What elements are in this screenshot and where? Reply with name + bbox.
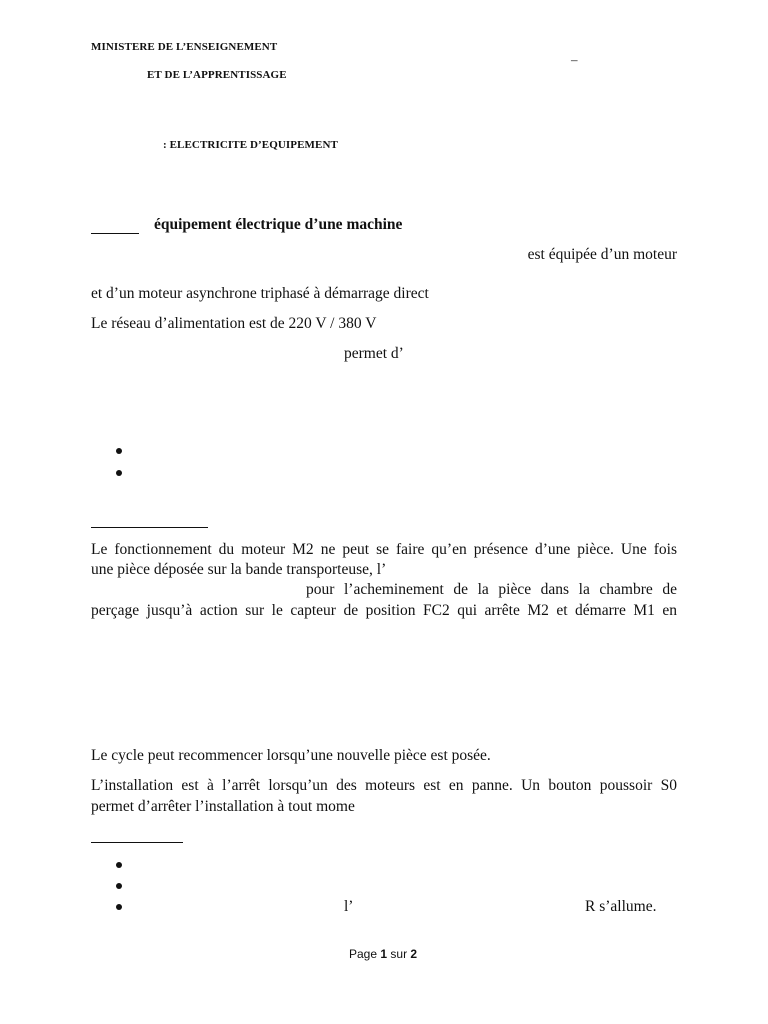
list-bullet: [116, 862, 122, 868]
ministry-line-1: MINISTERE DE L’ENSEIGNEMENT: [91, 41, 278, 53]
section-title: équipement électrique d’une machine: [154, 216, 403, 233]
list-bullet: [116, 470, 122, 476]
paragraph-line: Le réseau d’alimentation est de 220 V / 380 V: [91, 315, 377, 332]
list-bullet: [116, 448, 122, 454]
list-item-text: l’: [344, 898, 354, 915]
paragraph-line: permet d’arrêter l’installation à tout mome: [91, 798, 355, 815]
blank-underline: [91, 233, 139, 234]
subject-title: : ELECTRICITE D’EQUIPEMENT: [163, 139, 338, 151]
sur-word: sur: [390, 947, 408, 961]
page-word: Page: [349, 947, 378, 961]
paragraph-line: Le cycle peut recommencer lorsqu’une nouvelle pièce est posée.: [91, 747, 491, 764]
section-heading-underline: [91, 842, 183, 843]
list-item-text: R s’allume.: [585, 898, 657, 915]
list-bullet: [116, 904, 122, 910]
paragraph-line: perçage jusqu’à action sur le capteur de position FC2 qui arrête M2 et démarre M1 en: [91, 602, 677, 619]
paragraph-line: est équipée d’un moteur: [527, 246, 677, 263]
paragraph-line: permet d’: [344, 345, 404, 362]
page-total: 2: [410, 947, 418, 961]
ministry-line-2: ET DE L’APPRENTISSAGE: [147, 69, 287, 81]
page-footer: [349, 947, 417, 961]
paragraph-line: et d’un moteur asynchrone triphasé à démarrage direct: [91, 285, 429, 302]
paragraph-line: une pièce déposée sur la bande transporteuse, l’: [91, 561, 387, 578]
header-dash: –: [571, 52, 578, 67]
paragraph-line: pour l’acheminement de la pièce dans la chambre de: [306, 581, 677, 598]
page-number: 1: [380, 947, 388, 961]
paragraph-line: Le fonctionnement du moteur M2 ne peut se faire qu’en présence d’une pièce. Une fois: [91, 541, 677, 558]
list-bullet: [116, 883, 122, 889]
paragraph-line: L’installation est à l’arrêt lorsqu’un des moteurs est en panne. Un bouton poussoir S0: [91, 777, 677, 794]
section-heading-underline: [91, 527, 208, 528]
